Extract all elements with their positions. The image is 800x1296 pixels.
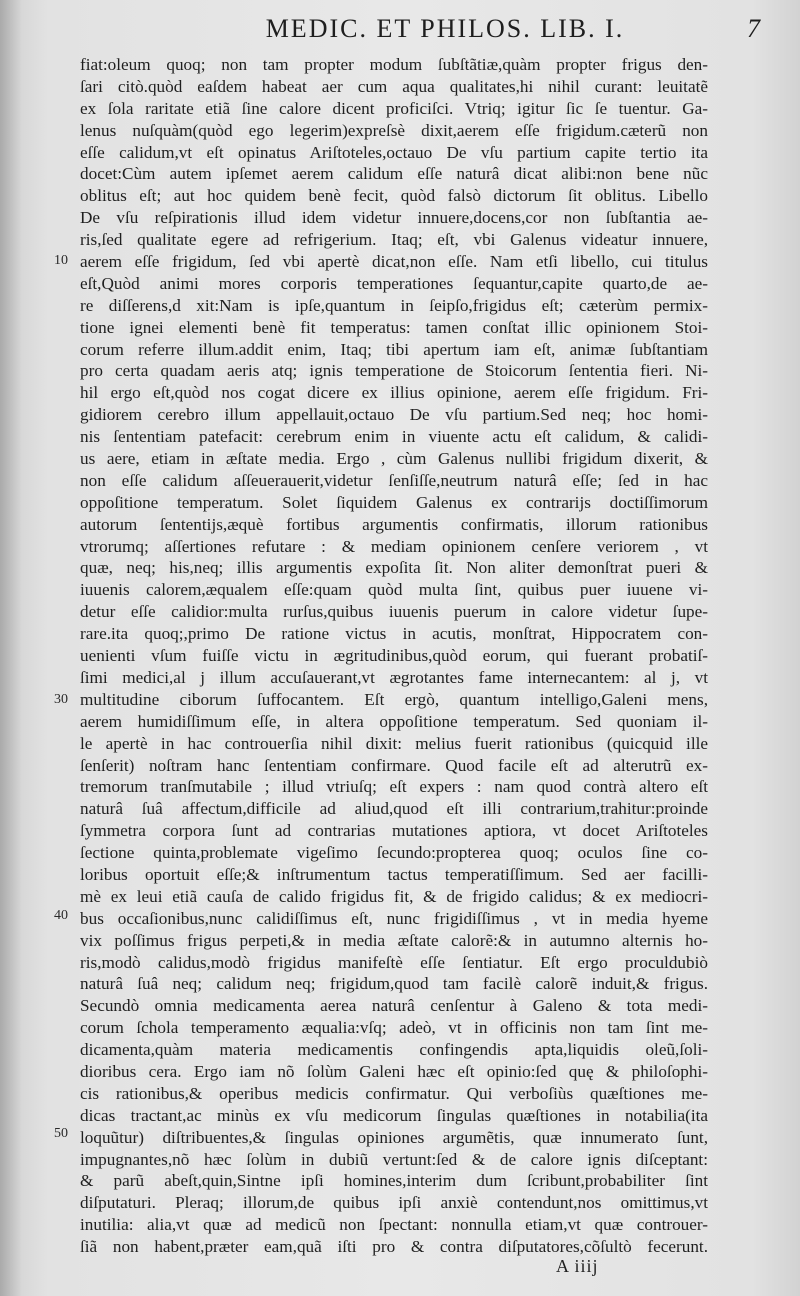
text-line: aerem humidiſſimum eſſe, in altera oppoſitione temperatum. Sed quoniam il- [80, 711, 708, 731]
text-line: re diſſerens,d xit:Nam is ipſe,quantum in ſeipſo,frigidus eſt; cæterùm permix- [80, 295, 708, 315]
text-line: dioribus cera. Ergo iam nõ ſolùm Galeni hæc eſt opinio:ſed quę & philoſophi- [80, 1061, 708, 1081]
text-line: rare.ita quoq;,primo De ratione victus in acutis, monſtrat, Hippocratem con- [80, 624, 708, 644]
gutter-shadow [0, 0, 22, 1296]
text-line: ris,ſed qualitate egere ad refrigerium. Itaq; eſt, vbi Galenus videatur innuere, [80, 230, 708, 250]
text-line: tremorum tranſmutabile ; illud vtriuſq; eſt expers : nam quod contrà altero eſt [80, 777, 708, 797]
text-line: aerem eſſe frigidum, ſed vbi apertè dicat,non eſſe. Nam etſi libello, cui titulus [80, 252, 708, 272]
text-line: fiat:oleum quoq; non tam propter modum ſubſtãtiæ,quàm propter frigus den- [80, 55, 708, 74]
text-line: corum ſchola temperamento æqualia:vſq; adeò, vt in officinis non tam ſint me- [80, 1018, 708, 1038]
text-line: ſymmetra corpora ſunt ad contrarias mutationes aptiora, vt docet Ariſtoteles [80, 821, 708, 841]
text-line: eſſe calidum,vt eſt opinatus Ariſtoteles,octauo De vſu partium capite tertio ita [80, 142, 708, 162]
text-line: ſimi medici,al j illum accuſauerant,vt ægrotantes fame internecantem: al j, vt [80, 667, 708, 687]
text-line: oblitus eſt; aut hoc quidem benè fecit, quòd falsò dictorum ſit oblitus. Libello [80, 186, 708, 206]
text-line: eſt,Quòd animi mores corporis temperationes ſequantur,capite quarto,de ae- [80, 273, 708, 293]
body-text [80, 54, 708, 1258]
text-line: inutilia: alia,vt quæ ad medicũ non ſpectant: nonnulla etiam,vt quæ controuer- [80, 1215, 708, 1235]
text-line: uenienti vſum fuiſſe victu in ægritudinibus,quòd eorum, qui fuerant probatiſ- [80, 646, 708, 666]
running-head [140, 14, 760, 48]
text-line: vix poſſimus frigus perpeti,& in media æſtate calorẽ:& in autumno alternis ho- [80, 930, 708, 950]
text-line: non eſſe calidum aſſeuerauerit,videtur ſenſiſſe,neutrum naturâ eſſe; ſed in hac [80, 470, 708, 490]
text-line: nis ſententiam patefacit: cerebrum enim in viuente actu eſt calidum, & calidi- [80, 427, 708, 447]
text-line: naturâ ſuâ affectum,difficile ad aliud,quod eſt illi contrarium,trahitur:proinde [80, 799, 708, 819]
margin-line-number: 40 [54, 908, 68, 923]
text-line: lenus nuſquàm(quòd ego legerim)expreſsè dixit,aerem eſſe frigidum.cæterũ non [80, 120, 708, 140]
text-line: mè ex leui etiã cauſa de calido frigidus fit, & de frigido calidus; & ex mediocri- [80, 886, 708, 906]
text-line: us aere, etiam in æſtate media. Ergo , cùm Galenus nullibi frigidum dixerit, & [80, 449, 708, 469]
text-line: oppoſitione temperatum. Solet ſiquidem Galenus ex contrarijs doctiſſimorum [80, 492, 708, 512]
text-line: dicas tractant,ac minùs ex vſu medicorum ſingulas quæſtiones in notabilia(ita [80, 1105, 708, 1125]
text-line: gidiorem cerebro illum appellauit,octauo De vſu partium.Sed neq; hoc homi- [80, 405, 708, 425]
text-line: naturâ ſuâ neq; calidum neq; frigidum,quod tam facilè calorẽ induit,& frigus. [80, 974, 708, 994]
text-line: detur eſſe calidior:multa rurſus,quibus iuuenis puerum in calore videtur ſupe- [80, 602, 708, 622]
margin-line-number: 10 [54, 253, 68, 268]
page-number: 7 [747, 14, 760, 43]
text-line: ex ſola raritate etiã ſine calore dicent proficiſci. Vtriq; igitur ſic ſe tuentur. Ga- [80, 98, 708, 118]
text-line: impugnantes,nõ hæc ſolùm in dubiũ vertunt:ſed & de calore ignis diſceptant: [80, 1149, 708, 1169]
text-line: cis rationibus,& operibus medicis confirmatur. Qui verboſiùs quæſtiones me- [80, 1083, 708, 1103]
text-line: De vſu reſpirationis illud idem videtur innuere,docens,cor non ſubſtantia ae- [80, 208, 708, 228]
text-line: multitudine ciborum ſuffocantem. Eſt ergò, quantum intelligo,Galeni mens, [80, 689, 708, 709]
text-line: ſectione quinta,problemate vigeſimo ſecundo:propterea quoq; oculos ſine co- [80, 843, 708, 863]
margin-line-number: 50 [54, 1126, 68, 1141]
text-line: corum referre illum.addit enim, Itaq; tibi apertum iam eſt, animæ ſubſtantiam [80, 339, 708, 359]
text-line: dicamenta,quàm materia medicamentis confingendis apta,liquidis oleũ,ſoli- [80, 1040, 708, 1060]
text-line: ſari citò.quòd eaſdem habeat aer cum aqua qualitates,hi nihil curant: leuitatẽ [80, 76, 708, 96]
signature-mark: A iiij [556, 1256, 599, 1276]
margin-line-number: 30 [54, 692, 68, 707]
text-line: ris,modò calidus,modò frigidus manifeſtè eſſe ſentiatur. Eſt ergo proculdubiò [80, 952, 708, 972]
text-line: le apertè in hac controuerſia nihil dixit: melius fuerit rationibus (quicquid ille [80, 733, 708, 753]
text-line: hil ergo eſt,quòd nos cogat dicere ex illius opinione, aerem eſſe frigidum. Fri- [80, 383, 708, 403]
text-line: ſiã non habent,præter eam,quã iſti pro & contra diſputatores,cõſultò fecerunt. [80, 1237, 708, 1257]
text-line: autorum ſententijs,æquè fortibus argumentis confirmatis, illorum rationibus [80, 514, 708, 534]
text-line: & parũ abeſt,quin,Sintne ipſi homines,interim dum ſcribunt,probabiliter ſint [80, 1171, 708, 1191]
text-line: diſputaturi. Pleraq; illorum,de quibus ipſi anxiè contendunt,nos omittimus,vt [80, 1193, 708, 1213]
text-line: quæ, neq; his,neq; illis argumentis expoſita ſit. Non aliter demonſtrat pueri & [80, 558, 708, 578]
text-line: loribus oportuit eſſe;& inſtrumentum tactus temperatiſſimum. Sed aer facilli- [80, 864, 708, 884]
text-line: Secundò omnia medicamenta aerea naturâ cenſentur à Galeno & tota medi- [80, 996, 708, 1016]
text-line: ſenſerit) noſtram hanc ſententiam confirmare. Quod facile eſt ad alterutrũ ex- [80, 755, 708, 775]
text-line: docet:Cùm autem ipſemet aerem calidum eſſe naturâ dicat alibi:non bene nũc [80, 164, 708, 184]
text-line: pro certa quadam aeris atq; ignis temperatione de Stoicorum ſententia fieri. Ni- [80, 361, 708, 381]
text-line: iuuenis calorem,æqualem eſſe:quam quòd multa ſint, quibus puer iuuene vi- [80, 580, 708, 600]
text-line: bus occaſionibus,nunc calidiſſimus eſt, nunc frigidiſſimus , vt in media hyeme [80, 908, 708, 928]
running-title: MEDIC. ET PHILOS. LIB. I. [265, 14, 625, 43]
text-line: tione ignei elementi benè fit temperatus: tamen conſtat illic opinionem Stoi- [80, 317, 708, 337]
text-line: loquũtur) diſtribuentes,& ſingulas opiniones argumẽtis, quæ innumerato ſunt, [80, 1127, 708, 1147]
text-line: vtrorumq; aſſertiones refutare : & mediam opinionem cenſere veriorem , vt [80, 536, 708, 556]
